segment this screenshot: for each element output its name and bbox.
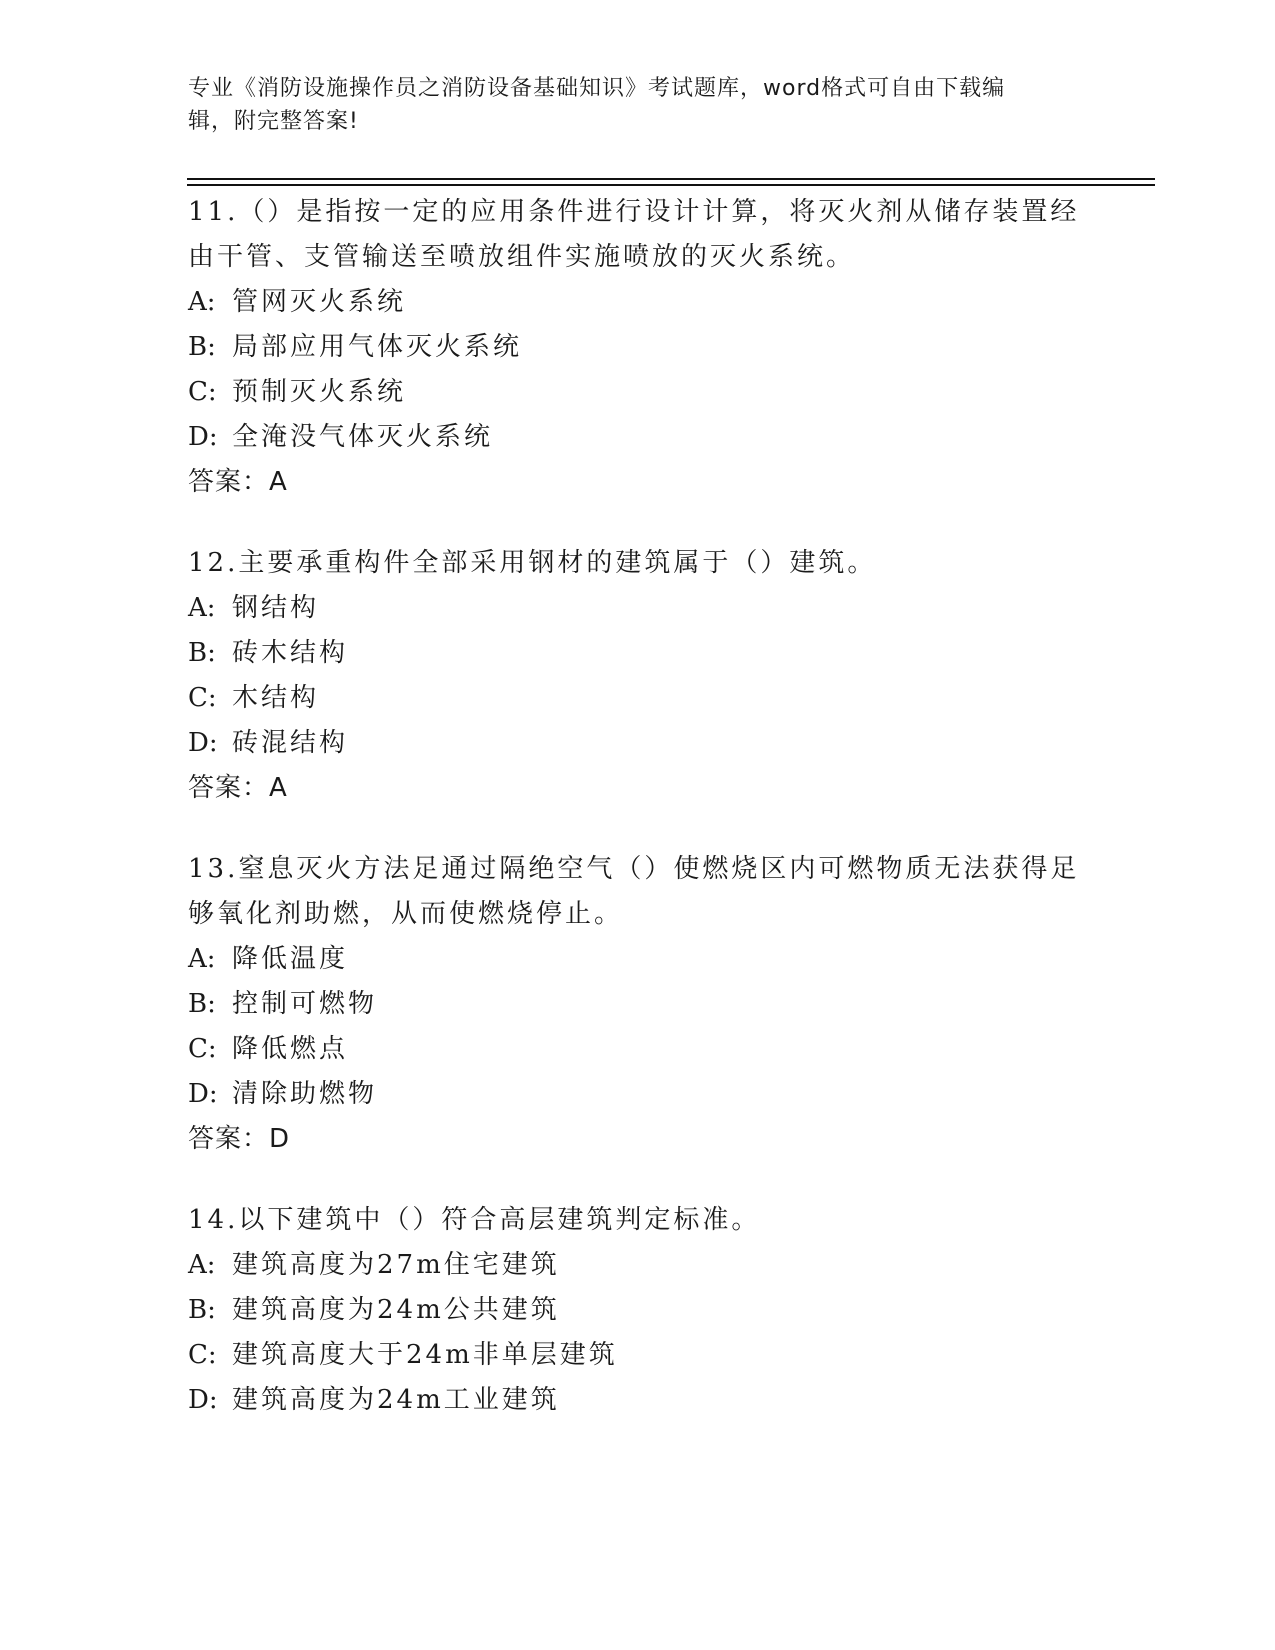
option-a	[188, 586, 1088, 631]
option-label: A:	[188, 287, 216, 317]
option-text: 钢结构	[232, 593, 320, 623]
option-label: A:	[188, 1250, 216, 1280]
option-label: C:	[188, 1034, 217, 1064]
option-label: C:	[188, 683, 217, 713]
option-text: 局部应用气体灭火系统	[232, 332, 523, 362]
question-stem-line-2: 够氧化剂助燃，从而使燃烧停止。	[188, 899, 624, 929]
question-list	[188, 190, 1088, 1459]
option-label: B:	[188, 1295, 216, 1325]
option-b	[188, 982, 1088, 1027]
option-text: 木结构	[232, 683, 320, 713]
answer: 答案：A	[188, 773, 288, 803]
question-14	[188, 1198, 1088, 1423]
option-c	[188, 370, 1088, 415]
option-text: 降低温度	[232, 944, 349, 974]
option-text: 建筑高度为24m工业建筑	[232, 1385, 560, 1415]
header-line-2: 辑，附完整答案!	[188, 109, 359, 134]
option-label: D:	[188, 728, 218, 758]
option-c	[188, 1027, 1088, 1072]
option-label: D:	[188, 1079, 218, 1109]
option-d	[188, 721, 1088, 766]
option-text: 清除助燃物	[232, 1079, 378, 1109]
option-a	[188, 1243, 1088, 1288]
option-a	[188, 937, 1088, 982]
option-text: 全淹没气体灭火系统	[232, 422, 494, 452]
option-text: 建筑高度为24m公共建筑	[232, 1295, 560, 1325]
option-text: 降低燃点	[232, 1034, 349, 1064]
option-d	[188, 1072, 1088, 1117]
option-text: 管网灭火系统	[232, 287, 407, 317]
question-stem-line-1: 13.窒息灭火方法足通过隔绝空气（）使燃烧区内可燃物质无法获得足	[188, 854, 1080, 884]
answer: 答案：D	[188, 1124, 291, 1154]
option-label: B:	[188, 638, 216, 668]
option-label: A:	[188, 593, 216, 623]
question-stem-line-1: 12.主要承重构件全部采用钢材的建筑属于（）建筑。	[188, 548, 877, 578]
option-d	[188, 1378, 1088, 1423]
option-label: B:	[188, 332, 216, 362]
question-12	[188, 541, 1088, 811]
option-text: 建筑高度大于24m非单层建筑	[232, 1340, 618, 1370]
answer: 答案：A	[188, 467, 288, 497]
option-c	[188, 1333, 1088, 1378]
option-text: 砖混结构	[232, 728, 349, 758]
option-b	[188, 325, 1088, 370]
header-line-1: 专业《消防设施操作员之消防设备基础知识》考试题库，word格式可自由下载编	[188, 76, 1006, 101]
option-label: D:	[188, 1385, 218, 1415]
option-b	[188, 631, 1088, 676]
question-13	[188, 847, 1088, 1162]
option-text: 砖木结构	[232, 638, 349, 668]
option-d	[188, 415, 1088, 460]
option-label: C:	[188, 1340, 217, 1370]
question-stem-line-1: 14.以下建筑中（）符合高层建筑判定标准。	[188, 1205, 761, 1235]
option-label: A:	[188, 944, 216, 974]
option-text: 建筑高度为27m住宅建筑	[232, 1250, 560, 1280]
option-label: D:	[188, 422, 218, 452]
header-divider-bottom	[187, 184, 1155, 186]
question-stem-line-2: 由干管、支管输送至喷放组件实施喷放的灭火系统。	[188, 242, 856, 272]
option-c	[188, 676, 1088, 721]
option-label: B:	[188, 989, 216, 1019]
option-label: C:	[188, 377, 217, 407]
header-divider-top	[187, 178, 1155, 180]
option-text: 预制灭火系统	[232, 377, 407, 407]
document-header	[188, 72, 1068, 138]
option-a	[188, 280, 1088, 325]
option-b	[188, 1288, 1088, 1333]
question-11	[188, 190, 1088, 505]
question-stem-line-1: 11.（）是指按一定的应用条件进行设计计算，将灭火剂从储存装置经	[188, 197, 1080, 227]
option-text: 控制可燃物	[232, 989, 378, 1019]
